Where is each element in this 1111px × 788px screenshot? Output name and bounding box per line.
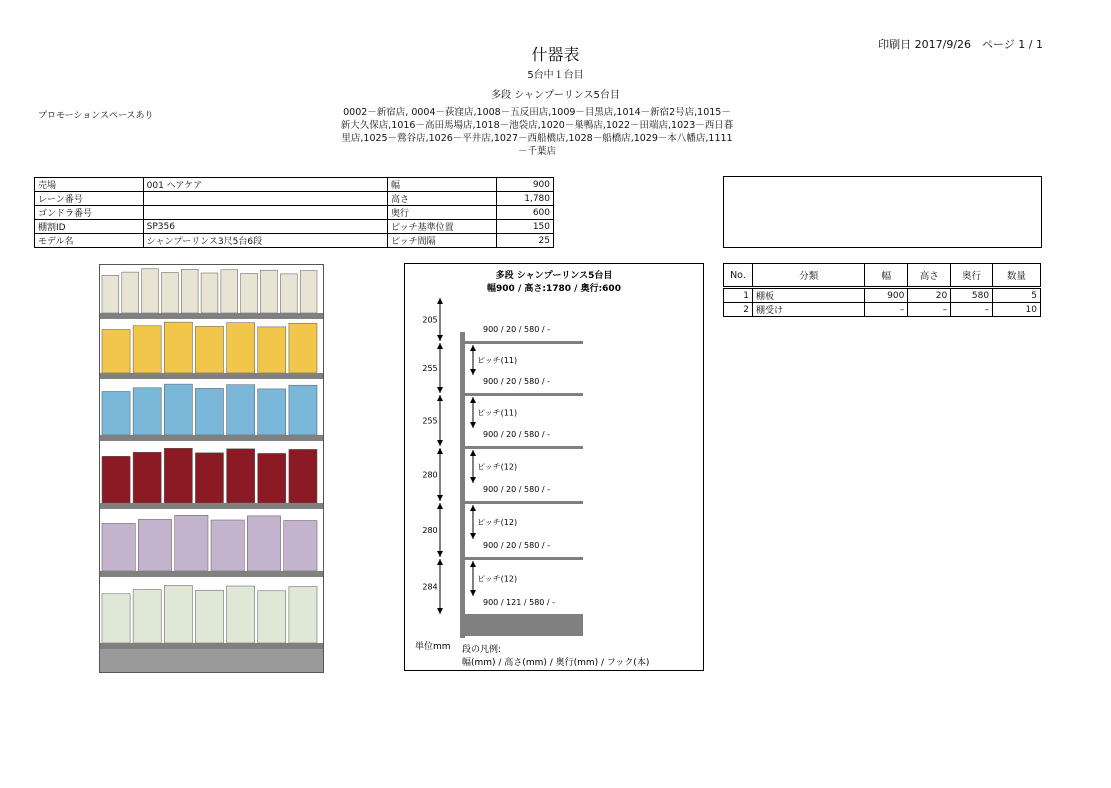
gap-value: 205 <box>422 315 438 325</box>
product-block <box>164 585 192 643</box>
product-block <box>195 388 223 435</box>
product-block <box>289 449 317 503</box>
info-label: レーン番号 <box>35 192 144 206</box>
table-row <box>724 288 1041 303</box>
product-block <box>133 590 161 643</box>
product-block <box>289 323 317 373</box>
product-block <box>284 521 317 572</box>
gap-value: 255 <box>422 364 438 373</box>
cell-category: 棚板 <box>752 288 865 303</box>
parts-table <box>723 263 1041 317</box>
planogram-image <box>99 264 324 673</box>
pitch-label: ピッチ(12) <box>477 462 518 472</box>
shelf-spec: 900 / 20 / 580 / - <box>483 485 550 494</box>
info-label: モデル名 <box>35 234 144 248</box>
legend-text: 幅(mm) / 高さ(mm) / 奥行(mm) / フック(本) <box>462 658 650 668</box>
unit-count: 5台中１台目 <box>527 70 584 81</box>
diagram-spec: 幅900 / 高さ:1780 / 奥行:600 <box>487 284 621 294</box>
product-block <box>247 516 280 571</box>
product-block <box>227 449 255 503</box>
product-block <box>227 385 255 435</box>
arrow-down-icon <box>437 440 443 446</box>
cell-width: – <box>865 303 908 317</box>
info-value: 600 <box>496 206 553 220</box>
product-block <box>195 326 223 373</box>
column-header: 高さ <box>908 264 951 288</box>
info-label: ゴンドラ番号 <box>35 206 144 220</box>
arrow-down-icon <box>437 551 443 557</box>
info-row <box>35 192 554 206</box>
arrow-up-icon <box>470 345 476 351</box>
product-block <box>122 272 139 313</box>
product-block <box>258 389 286 435</box>
cell-width: 900 <box>865 288 908 303</box>
product-block <box>258 327 286 373</box>
info-label: 幅 <box>388 178 497 192</box>
product-block <box>258 591 286 643</box>
product-block <box>227 323 255 373</box>
arrow-down-icon <box>470 369 476 375</box>
product-block <box>289 385 317 435</box>
page-title: 什器表 <box>531 45 580 64</box>
product-block <box>102 594 130 643</box>
product-block <box>142 269 159 313</box>
column-header: No. <box>724 264 753 288</box>
info-label: 高さ <box>388 192 497 206</box>
product-block <box>133 452 161 503</box>
column-header: 数量 <box>993 264 1041 288</box>
info-value: 900 <box>496 178 553 192</box>
product-block <box>102 523 135 571</box>
upright-post <box>460 332 465 638</box>
cell-height: – <box>908 303 951 317</box>
arrow-down-icon <box>437 387 443 393</box>
product-block <box>221 270 238 313</box>
shelf-spec: 900 / 121 / 580 / - <box>483 598 556 607</box>
product-block <box>102 456 130 503</box>
info-label: 売場 <box>35 178 144 192</box>
info-value: 150 <box>496 220 553 234</box>
cell-qty: 5 <box>993 288 1041 303</box>
arrow-up-icon <box>437 503 443 509</box>
info-label: ピッチ間隔 <box>388 234 497 248</box>
product-block <box>227 586 255 643</box>
info-value <box>143 192 387 206</box>
arrow-down-icon <box>470 533 476 539</box>
cell-depth: – <box>951 303 993 317</box>
fixture-name: 多段 シャンプーリンス5台目 <box>491 90 620 101</box>
product-block <box>201 273 218 313</box>
promotion-note: プロモーションスペースあり <box>38 111 154 121</box>
shelf-board <box>100 373 323 379</box>
info-row <box>35 234 554 248</box>
info-value: SP356 <box>143 220 387 234</box>
arrow-down-icon <box>470 590 476 596</box>
cell-depth: 580 <box>951 288 993 303</box>
product-block <box>175 515 208 571</box>
diagram-shelf <box>465 393 583 396</box>
product-block <box>211 520 244 571</box>
arrow-up-icon <box>470 561 476 567</box>
notes-box <box>723 176 1042 248</box>
product-block <box>300 271 317 313</box>
arrow-down-icon <box>437 495 443 501</box>
arrow-down-icon <box>437 608 443 614</box>
product-block <box>164 322 192 373</box>
shelf-board <box>100 643 323 649</box>
column-header: 奥行 <box>951 264 993 288</box>
info-label: 棚割ID <box>35 220 144 234</box>
cell-no: 1 <box>724 288 753 303</box>
product-block <box>164 384 192 435</box>
shelf-spec: 900 / 20 / 580 / - <box>483 325 550 334</box>
info-value: 25 <box>496 234 553 248</box>
base-board <box>100 649 323 672</box>
arrow-up-icon <box>470 505 476 511</box>
diagram-shelf <box>465 614 583 636</box>
arrow-down-icon <box>470 477 476 483</box>
diagram-shelf <box>465 501 583 504</box>
diagram-shelf <box>465 341 583 344</box>
shelf-board <box>100 435 323 441</box>
product-block <box>102 392 130 436</box>
store-list: 0002－新宿店, 0004－荻窪店,1008－五反田店,1009－目黒店,1014－新宿2号店,1015－新大久保店,1016－高田馬場店,1018－池袋店,1020－巣鴨店,1022－田端店,1023－西日暮里店,1025－鶯谷店,1026－平井店,1027－西船橋店,1028－船橋店,1029－本八幡店,1111－千葉店 <box>340 107 734 157</box>
product-block <box>133 326 161 373</box>
print-info: 印刷日 2017/9/26 ページ 1 / 1 <box>878 38 1043 51</box>
product-block <box>241 273 258 313</box>
product-block <box>164 448 192 503</box>
shelf-spec: 900 / 20 / 580 / - <box>483 541 550 550</box>
shelf-spec: 900 / 20 / 580 / - <box>483 430 550 439</box>
unit-label: 単位mm <box>415 642 451 652</box>
product-block <box>181 269 198 313</box>
product-block <box>195 590 223 643</box>
cell-category: 棚受け <box>752 303 865 317</box>
gap-value: 280 <box>422 470 438 480</box>
pitch-label: ピッチ(11) <box>477 408 518 418</box>
diagram-shelf <box>465 446 583 449</box>
shelf-diagram-drawing <box>405 264 703 670</box>
pitch-label: ピッチ(11) <box>477 356 518 365</box>
fixture-info-table <box>34 177 554 248</box>
info-value <box>143 206 387 220</box>
product-block <box>133 388 161 435</box>
column-header: 幅 <box>865 264 908 288</box>
legend-title: 段の凡例: <box>462 645 502 655</box>
diagram-title: 多段 シャンプーリンス5台目 <box>495 271 613 281</box>
cell-qty: 10 <box>993 303 1041 317</box>
cell-height: 20 <box>908 288 951 303</box>
arrow-up-icon <box>470 397 476 403</box>
arrow-down-icon <box>437 335 443 341</box>
planogram-drawing <box>100 265 323 672</box>
gap-value: 255 <box>422 416 438 426</box>
arrow-up-icon <box>437 559 443 565</box>
product-block <box>261 270 278 313</box>
product-block <box>102 330 130 374</box>
product-block <box>289 587 317 643</box>
info-row <box>35 206 554 220</box>
shelf-board <box>100 503 323 509</box>
pitch-label: ピッチ(12) <box>477 518 518 527</box>
product-block <box>258 453 286 503</box>
arrow-up-icon <box>437 448 443 454</box>
product-block <box>138 519 171 571</box>
arrow-up-icon <box>437 298 443 304</box>
shelf-board <box>100 571 323 577</box>
info-value: 1,780 <box>496 192 553 206</box>
arrow-up-icon <box>437 343 443 349</box>
arrow-up-icon <box>470 450 476 456</box>
product-block <box>162 273 179 314</box>
arrow-down-icon <box>470 422 476 428</box>
column-header: 分類 <box>752 264 865 288</box>
table-row <box>724 303 1041 317</box>
info-row <box>35 178 554 192</box>
cell-no: 2 <box>724 303 753 317</box>
info-value: 001 ヘアケア <box>143 178 387 192</box>
shelf-board <box>100 313 323 319</box>
info-value: シャンプーリンス3尺5台6段 <box>143 234 387 248</box>
pitch-label: ピッチ(12) <box>477 574 518 584</box>
info-row <box>35 220 554 234</box>
info-label: 奥行 <box>388 206 497 220</box>
shelf-spec: 900 / 20 / 580 / - <box>483 377 550 386</box>
gap-value: 280 <box>422 526 438 535</box>
arrow-up-icon <box>437 395 443 401</box>
gap-value: 284 <box>422 582 438 592</box>
product-block <box>195 453 223 503</box>
product-block <box>280 274 297 313</box>
diagram-shelf <box>465 557 583 560</box>
info-label: ピッチ基準位置 <box>388 220 497 234</box>
shelf-diagram <box>404 263 704 671</box>
product-block <box>102 275 119 313</box>
